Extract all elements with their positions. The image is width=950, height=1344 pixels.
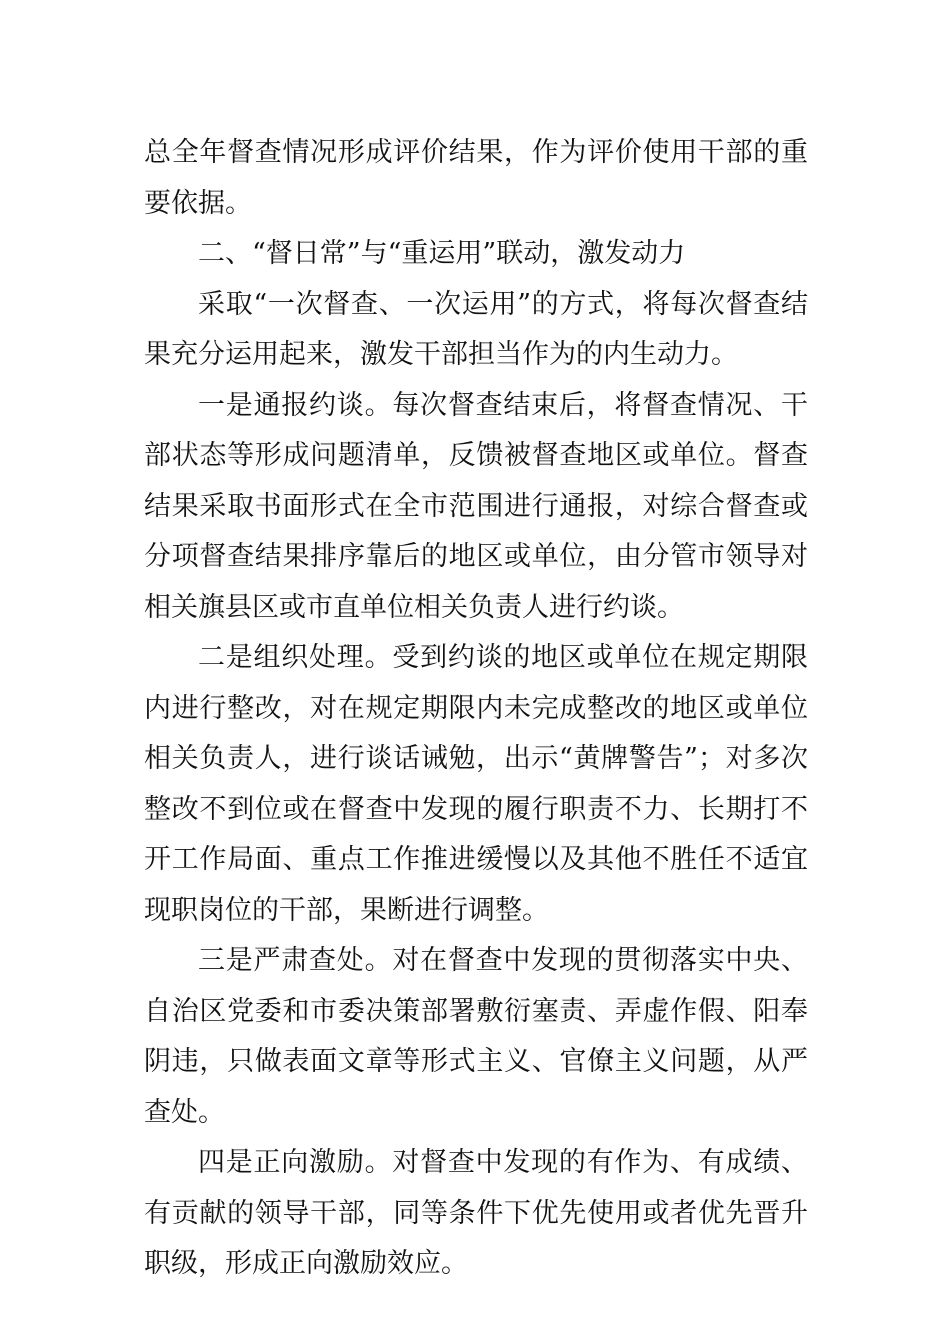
paragraph-item-1: 一是通报约谈。每次督查结束后，将督查情况、干部状态等形成问题清单，反馈被督查地区或单位。督查结果采取书面形式在全市范围进行通报，对综合督查或分项督查结果排序靠后的地区或单位，由分管市领导对相关旗县区或市直单位相关负责人进行约谈。 [144, 389, 808, 623]
paragraph-intro: 采取“一次督查、一次运用”的方式，将每次督查结果充分运用起来，激发干部担当作为的内生动力。 [144, 288, 808, 370]
paragraph-item-2: 二是组织处理。受到约谈的地区或单位在规定期限内进行整改，对在规定期限内未完成整改的地区或单位相关负责人，进行谈话诫勉，出示“黄牌警告”；对多次整改不到位或在督查中发现的履行职责不力、长期打不开工作局面、重点工作推进缓慢以及其他不胜任不适宜现职岗位的干部，果断进行调整。 [144, 642, 808, 926]
document-body [144, 128, 808, 1290]
section-heading: 二、“督日常”与“重运用”联动，激发动力 [198, 238, 686, 269]
paragraph-item-4: 四是正向激励。对督查中发现的有作为、有成绩、有贡献的领导干部，同等条件下优先使用或者优先晋升职级，形成正向激励效应。 [144, 1147, 808, 1279]
paragraph-continuation: 总全年督查情况形成评价结果，作为评价使用干部的重要依据。 [144, 137, 808, 219]
paragraph-item-3: 三是严肃查处。对在督查中发现的贯彻落实中央、自治区党委和市委决策部署敷衍塞责、弄虚作假、阳奉阴违，只做表面文章等形式主义、官僚主义问题，从严查处。 [144, 945, 808, 1128]
